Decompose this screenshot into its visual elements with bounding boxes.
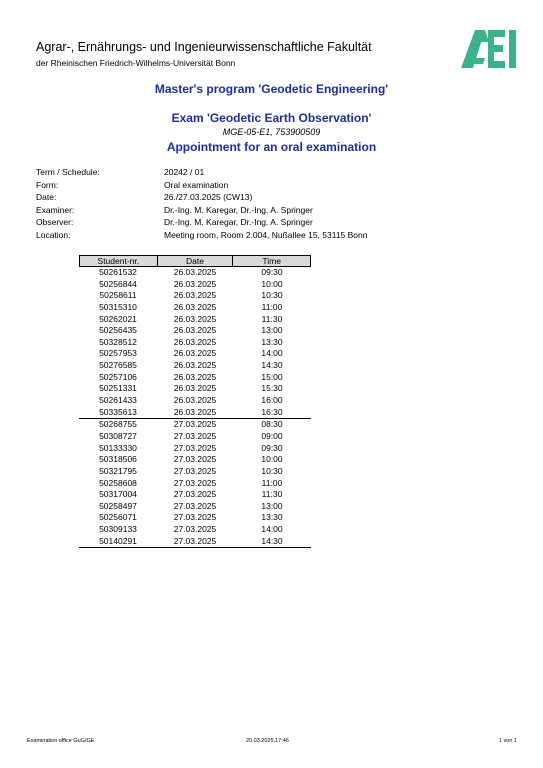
table-row: [79, 466, 311, 478]
time-cell: 10:00: [261, 278, 283, 289]
date-cell: 27.03.2025: [173, 500, 217, 511]
time-cell: 13:30: [261, 512, 283, 523]
info-row: [36, 180, 368, 193]
student-nr-cell: 50261532: [99, 267, 137, 277]
time-cell: 11:00: [261, 301, 283, 312]
date-cell: 26.03.2025: [173, 267, 217, 277]
date-cell: 26.03.2025: [173, 278, 217, 289]
student-nr-cell: 50257953: [99, 348, 137, 359]
student-nr-cell: 50133330: [99, 442, 137, 453]
info-row: [36, 192, 368, 205]
student-nr-cell: 50315310: [99, 301, 137, 312]
info-value: Dr.-Ing. M. Karegar, Dr.-Ing. A. Springer: [164, 204, 313, 215]
time-cell: 11:00: [261, 477, 283, 488]
student-nr-cell: 50258611: [99, 290, 137, 301]
date-cell: 27.03.2025: [173, 454, 217, 465]
table-row: [79, 337, 311, 349]
date-cell: 27.03.2025: [173, 430, 217, 441]
date-cell: 26.03.2025: [173, 406, 217, 417]
student-nr-cell: 50258608: [99, 477, 137, 488]
date-cell: 27.03.2025: [173, 442, 217, 453]
time-cell: 14:30: [261, 360, 283, 371]
date-cell: 27.03.2025: [173, 512, 217, 523]
time-cell: 13:00: [261, 500, 283, 511]
table-row: [79, 325, 311, 337]
student-nr-cell: 50317004: [99, 489, 137, 500]
date-cell: 26.03.2025: [173, 336, 217, 347]
time-cell: 10:30: [261, 465, 283, 476]
time-cell: 16:00: [261, 395, 283, 406]
date-cell: 27.03.2025: [173, 477, 217, 488]
student-nr-cell: 50318506: [99, 454, 137, 465]
date-cell: 26.03.2025: [173, 348, 217, 359]
time-cell: 16:30: [261, 406, 283, 417]
aei-logo: [461, 30, 517, 68]
table-row: [79, 290, 311, 302]
date-cell: 26.03.2025: [173, 371, 217, 382]
appointment-title: Appointment for an oral examination: [166, 140, 377, 154]
info-value: 20242 / 01: [164, 167, 205, 177]
date-cell: 26.03.2025: [173, 395, 217, 406]
schedule-table: [79, 255, 311, 548]
student-nr-cell: 50321795: [99, 465, 137, 476]
student-nr-cell: 50261433: [99, 395, 137, 406]
info-row: [36, 217, 368, 230]
exam-title: Exam 'Geodetic Earth Observation': [171, 111, 372, 125]
date-cell: 26.03.2025: [173, 360, 217, 371]
info-value: 26./27.03.2025 (CW13): [164, 192, 253, 203]
table-row: [79, 407, 311, 420]
student-nr-cell: 50258497: [99, 500, 137, 511]
student-nr-cell: 50262021: [99, 313, 137, 324]
info-value: Dr.-Ing. M. Karegar, Dr.-Ing. A. Springer: [164, 217, 313, 228]
table-row: [79, 443, 311, 455]
exam-code: MGE-05-E1, 753900509: [222, 127, 321, 137]
university-name: der Rheinischen Friedrich-Wilhelms-Universität Bonn: [36, 58, 236, 68]
time-cell: 11:30: [261, 313, 283, 324]
table-row: [79, 348, 311, 360]
time-cell: 14:00: [261, 524, 283, 535]
info-label: Form:: [36, 179, 59, 190]
date-cell: 26.03.2025: [173, 301, 217, 312]
time-cell: 13:00: [261, 325, 283, 336]
table-row: [79, 419, 311, 431]
table-row: [79, 279, 311, 291]
table-row: [79, 314, 311, 326]
info-row: [36, 230, 368, 243]
student-nr-cell: 50308727: [99, 430, 137, 441]
info-row: [36, 167, 368, 180]
time-cell: 09:00: [261, 430, 283, 441]
table-row: [79, 454, 311, 466]
table-row: [79, 536, 311, 549]
table-row: [79, 431, 311, 443]
time-cell: 09:30: [261, 442, 283, 453]
table-row: [79, 302, 311, 314]
student-nr-cell: 50256435: [99, 325, 137, 336]
date-cell: 27.03.2025: [173, 524, 217, 535]
footer-office: Examination office GuG/GE: [27, 738, 95, 744]
info-label: Examiner:: [36, 204, 75, 215]
student-nr-cell: 50256071: [99, 512, 137, 523]
table-row: [79, 372, 311, 384]
table-row: [79, 360, 311, 372]
date-cell: 27.03.2025: [173, 535, 217, 546]
date-cell: 26.03.2025: [173, 313, 217, 324]
footer-page: 1 von 1: [498, 738, 517, 744]
info-value: Meeting room, Room 2.004, Nußallee 15, 53115 Bonn: [164, 229, 368, 240]
table-row: [79, 383, 311, 395]
info-label: Date:: [36, 192, 57, 203]
time-cell: 14:30: [261, 535, 283, 546]
exam-info: [36, 167, 368, 243]
info-label: Location:: [36, 229, 71, 240]
time-cell: 09:30: [261, 267, 283, 277]
date-cell: 27.03.2025: [173, 489, 217, 500]
info-label: Observer:: [36, 217, 74, 228]
time-cell: 10:00: [261, 454, 283, 465]
student-nr-cell: 50256844: [99, 278, 137, 289]
date-cell: 27.03.2025: [173, 419, 217, 430]
table-row: [79, 478, 311, 490]
table-row: [79, 512, 311, 524]
student-nr-cell: 50257106: [99, 371, 137, 382]
program-title: Master's program 'Geodetic Engineering': [154, 82, 389, 96]
table-body: [79, 267, 311, 548]
faculty-name: Agrar-, Ernährungs- und Ingenieurwissenschaftliche Fakultät: [36, 40, 372, 54]
time-cell: 15:00: [261, 371, 283, 382]
date-cell: 26.03.2025: [173, 325, 217, 336]
time-cell: 14:00: [261, 348, 283, 359]
info-label: Term / Schedule:: [36, 167, 100, 177]
table-row: [79, 501, 311, 513]
time-cell: 15:30: [261, 383, 283, 394]
info-value: Oral examination: [164, 179, 229, 190]
date-cell: 26.03.2025: [173, 290, 217, 301]
table-header: [79, 255, 311, 267]
time-cell: 08:30: [261, 419, 283, 430]
table-row: [79, 524, 311, 536]
time-cell: 13:30: [261, 336, 283, 347]
student-nr-cell: 50335613: [99, 406, 137, 417]
header-time: Time: [262, 256, 281, 266]
time-cell: 11:30: [261, 489, 283, 500]
header-date: Date: [158, 256, 234, 266]
student-nr-cell: 50276585: [99, 360, 137, 371]
table-row: [79, 489, 311, 501]
table-row: [79, 267, 311, 279]
header-student-nr: Student-nr.: [80, 256, 158, 266]
date-cell: 26.03.2025: [173, 383, 217, 394]
student-nr-cell: 50328512: [99, 336, 137, 347]
student-nr-cell: 50309133: [99, 524, 137, 535]
footer-timestamp: 20.03.2025,17:46: [246, 738, 289, 744]
date-cell: 27.03.2025: [173, 465, 217, 476]
info-row: [36, 205, 368, 218]
time-cell: 10:30: [261, 290, 283, 301]
student-nr-cell: 50251331: [99, 383, 137, 394]
student-nr-cell: 50140291: [99, 535, 137, 546]
student-nr-cell: 50268755: [99, 419, 137, 430]
table-row: [79, 395, 311, 407]
